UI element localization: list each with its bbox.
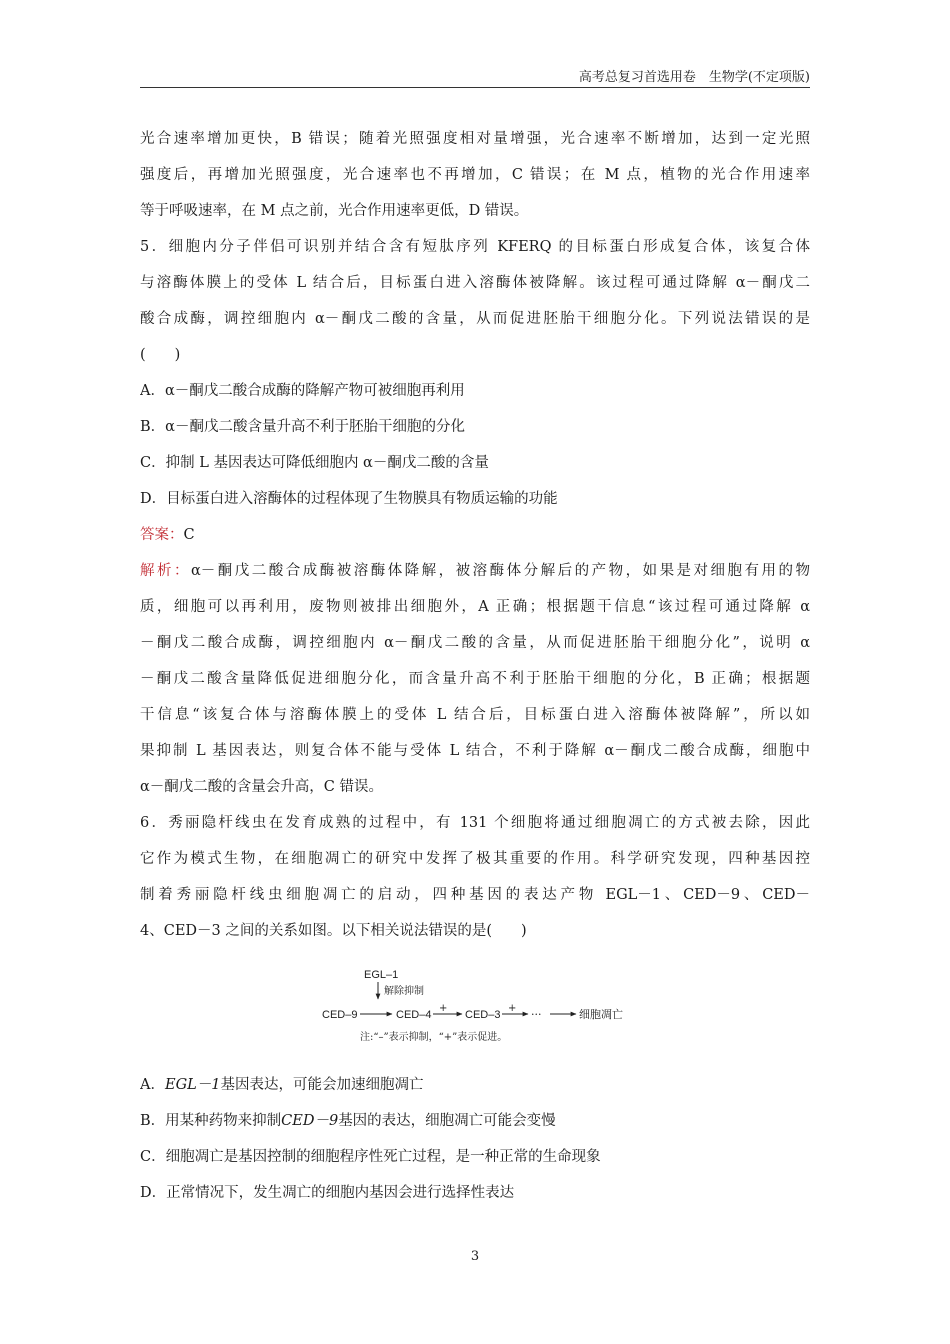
q5-stem-line-3: 酸合成酶，调控细胞内 α－酮戊二酸的含量，从而促进胚胎干细胞分化。下列说法错误的是	[140, 311, 810, 327]
analysis-label: 解析：	[140, 563, 191, 579]
ced3-label: CED–3	[465, 1009, 501, 1021]
q6-option-b-gene: CED－9	[281, 1113, 339, 1129]
q5-option-c: C．抑制 L 基因表达可降低细胞内 α－酮戊二酸的含量	[140, 455, 489, 471]
q5-stem-line-2: 与溶酶体膜上的受体 L 结合后，目标蛋白进入溶酶体被降解。该过程可通过降解 α－酮戊二	[140, 275, 810, 291]
prev-explanation-line-1: 光合速率增加更快，B 错误；随着光照强度相对量增强，光合速率不断增加，达到一定光照	[140, 131, 810, 147]
q6-stem-line-2: 它作为模式生物，在细胞凋亡的研究中发挥了极其重要的作用。科学研究发现，四种基因控	[140, 851, 810, 867]
release-label: 解除抑制	[384, 986, 424, 997]
answer-value: C	[183, 527, 195, 543]
q6-option-a-gene: EGL－1	[164, 1077, 221, 1093]
plus-sign-2: +	[508, 1003, 517, 1014]
analysis-text: α－酮戊二酸合成酶被溶酶体降解，被溶酶体分解后的产物，如果是对细胞有用的物	[190, 563, 810, 579]
figure-note: 注:“–”表示抑制，“+”表示促进。	[360, 1032, 508, 1043]
q5-option-b: B．α－酮戊二酸含量升高不利于胚胎干细胞的分化	[140, 419, 465, 435]
ced4-label: CED–4	[396, 1009, 432, 1021]
q5-analysis-line-3: －酮戊二酸合成酶，调控细胞内 α－酮戊二酸的含量，从而促进胚胎干细胞分化”，说明 α	[140, 635, 810, 651]
q6-option-b-text: 基因的表达，细胞凋亡可能会变慢	[338, 1113, 556, 1129]
q6-option-b	[140, 1111, 810, 1131]
q6-stem-line-3: 制着秀丽隐杆线虫细胞凋亡的启动，四种基因的表达产物 EGL－1、CED－9、CED－	[140, 887, 810, 903]
q5-analysis-line-4: －酮戊二酸含量降低促进细胞分化，而含量升高不利于胚胎干细胞的分化，B 正确；根据题	[140, 671, 810, 687]
q6-option-a-text: 基因表达，可能会加速细胞凋亡	[220, 1077, 424, 1093]
running-header: 高考总复习首选用卷 生物学(不定项版)	[578, 70, 810, 85]
q5-answer	[140, 525, 810, 545]
ced9-label: CED–9	[322, 1009, 358, 1021]
q5-analysis-line-5: 干信息“该复合体与溶酶体膜上的受体 L 结合后，目标蛋白进入溶酶体被降解”，所以如	[140, 707, 810, 723]
apoptosis-pathway-diagram	[320, 966, 640, 1046]
q5-option-d: D．目标蛋白进入溶酶体的过程体现了生物膜具有物质运输的功能	[140, 491, 558, 507]
q5-analysis-line-6: 果抑制 L 基因表达，则复合体不能与受体 L 结合，不利于降解 α－酮戊二酸合成酶，细胞中	[140, 743, 810, 759]
q5-answer-blank: ( )	[140, 347, 181, 363]
prev-explanation-line-3: 等于呼吸速率，在 M 点之前，光合作用速率更低，D 错误。	[140, 203, 529, 219]
q6-stem-line-4: 4、CED－3 之间的关系如图。以下相关说法错误的是( )	[140, 923, 527, 939]
q6-option-b-prefix: B．用某种药物来抑制	[140, 1113, 282, 1129]
q6-option-d: D．正常情况下，发生凋亡的细胞内基因会进行选择性表达	[140, 1185, 515, 1201]
q5-analysis-line-2: 质，细胞可以再利用，废物则被排出细胞外，A 正确；根据题干信息“该过程可通过降解 α	[140, 599, 810, 615]
plus-sign-1: +	[439, 1003, 448, 1014]
ellipsis: ···	[531, 1008, 542, 1021]
q5-stem-line-1: 5．细胞内分子伴侣可识别并结合含有短肽序列 KFERQ 的目标蛋白形成复合体，该复合体	[140, 239, 810, 255]
q5-analysis-line-7: α－酮戊二酸的含量会升高，C 错误。	[140, 779, 383, 795]
answer-label: 答案：	[140, 527, 184, 543]
q6-option-c: C．细胞凋亡是基因控制的细胞程序性死亡过程，是一种正常的生命现象	[140, 1149, 601, 1165]
egl1-label: EGL–1	[364, 969, 399, 981]
q6-option-a	[140, 1075, 810, 1095]
q5-analysis-line-1	[140, 561, 810, 581]
page-number: 3	[470, 1249, 480, 1264]
q6-option-a-prefix: A．	[140, 1077, 165, 1093]
apoptosis-label: 细胞凋亡	[579, 1008, 623, 1021]
q6-stem-line-1: 6．秀丽隐杆线虫在发育成熟的过程中，有 131 个细胞将通过细胞凋亡的方式被去除，因此	[140, 815, 810, 831]
header-rule	[140, 87, 810, 88]
q5-option-a: A．α－酮戊二酸合成酶的降解产物可被细胞再利用	[140, 383, 465, 399]
prev-explanation-line-2: 强度后，再增加光照强度，光合速率也不再增加，C 错误；在 M 点，植物的光合作用速率	[140, 167, 810, 183]
